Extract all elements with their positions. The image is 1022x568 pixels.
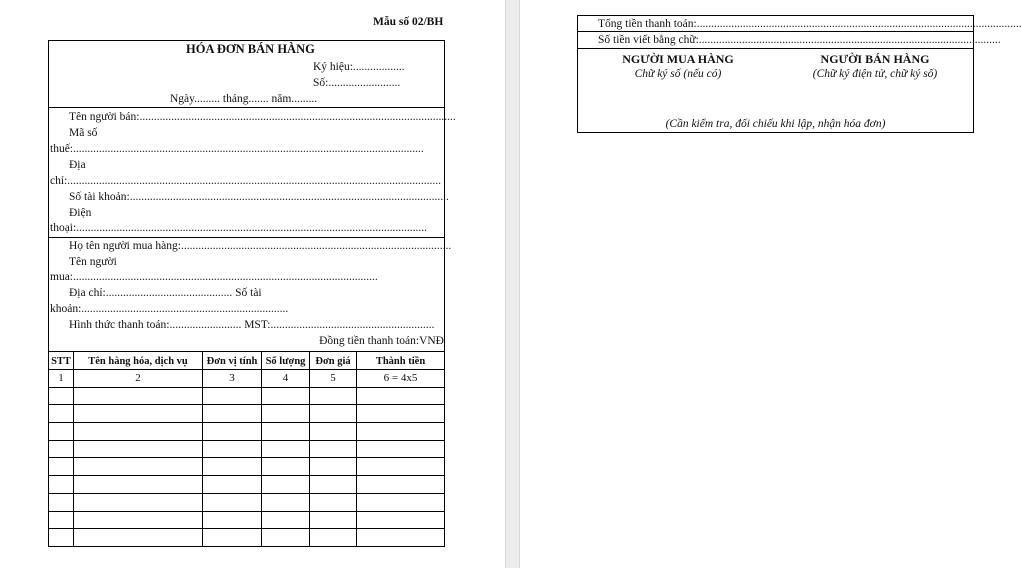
tax-code-field: thuế:.......................................................................................................................... [50,143,424,155]
currency: Đồng tiền thanh toán:VNĐ [319,335,444,347]
buyer-name-field: mua:.......................................................................................................... [50,271,378,283]
account-field: Số tài khoản:............................................................................................................... [69,191,449,203]
form-number: Mẫu số 02/BH [373,16,444,28]
table-index-cell: 3 [229,372,235,384]
seller-section [49,108,456,237]
buyer-account: khoản:........................................................................ [50,303,289,315]
seller-name: Tên người bán:.............................................................................................................. [69,111,456,123]
payment-method: Hình thức thanh toán:......................... MST:......................................................... [69,319,435,331]
table-line [48,511,445,512]
page-gutter [505,0,520,568]
date-field: Ngày......... tháng....... năm......... [170,93,318,105]
table-line [48,528,445,529]
buyer-title: NGƯỜI MUA HÀNG [622,52,734,66]
table-index-cell: 6 = 4x5 [383,372,418,384]
buyer-address: Địa chỉ:............................................ Số tài [69,287,262,299]
amount-in-words: Số tiền viết bằng chữ:......................................................................................................... [598,34,1001,46]
buyer-name-label: Tên người [69,256,117,268]
table-line [48,369,445,370]
invoice-title: HÓA ĐƠN BÁN HÀNG [186,42,315,56]
table-line [48,493,445,494]
number-field: Số:......................... [313,77,401,89]
table-header-cell: Số lượng [265,356,306,367]
verification-note: (Cần kiểm tra, đối chiếu khi lập, nhận hóa đơn) [665,118,886,130]
table-line [48,440,445,441]
table-index-cell: 2 [135,372,141,384]
phone-field: thoại:.......................................................................................................................... [50,222,427,234]
table-line [48,351,445,352]
table-index-cell: 5 [330,372,336,384]
table-header-cell: STT [51,356,71,367]
table-header-cell: Đơn vị tính [206,356,258,367]
table-line [48,404,445,405]
table-line [48,387,445,388]
total-amount: Tổng tiền thanh toán:................................................................................................................. [598,18,1022,30]
address-field: chỉ:.................................................................................................................................. [50,175,441,187]
seller-signature-note: (Chữ ký điện tử, chữ ký số) [812,68,938,80]
table-header-cell: Thành tiền [375,356,426,367]
buyer-signature-note: Chữ ký số (nếu có) [634,68,722,80]
totals-section [578,16,1022,48]
buyer-fullname: Họ tên người mua hàng:.............................................................................................. [69,240,452,252]
tax-code-label: Mã số [69,127,98,139]
table-line [48,422,445,423]
buyer-section [49,238,452,352]
table-header-cell: Tên hàng hóa, dịch vụ [88,356,188,367]
table-header-cell: Đơn giá [315,356,351,367]
symbol-field: Ký hiệu:.................. [313,61,405,73]
table-line [48,475,445,476]
phone-label: Điện [69,207,92,219]
table-line [48,457,445,458]
table-index-cell: 4 [282,372,289,384]
divider [577,48,974,49]
address-label: Địa [69,159,86,171]
seller-title: NGƯỜI BÁN HÀNG [820,52,930,66]
table-index-cell: 1 [58,372,64,384]
